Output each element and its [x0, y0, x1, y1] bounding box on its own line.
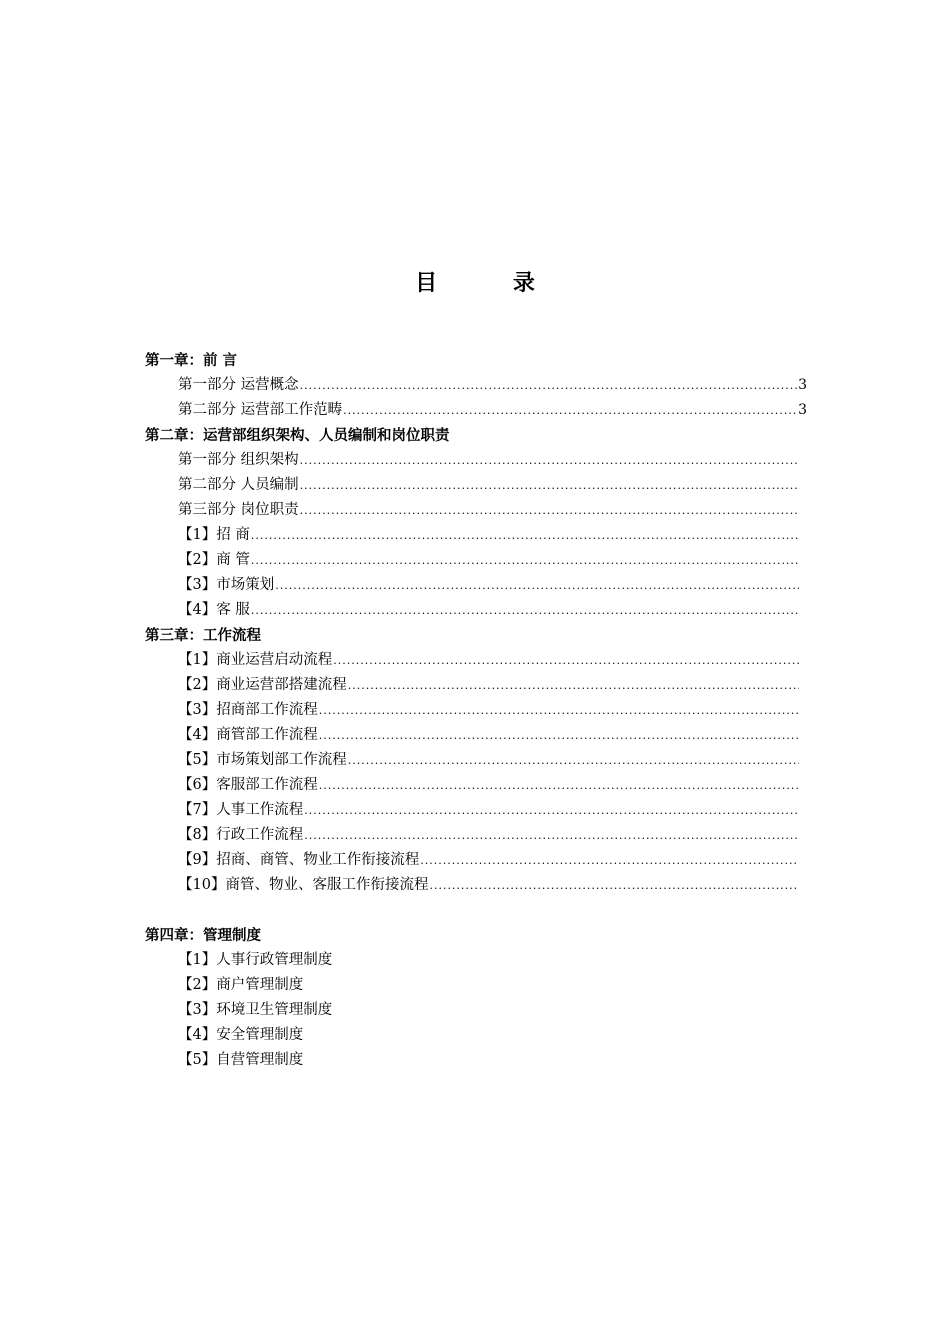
toc-entry[interactable]: [145, 723, 807, 748]
toc-entry-label: 【2】商 管: [178, 552, 250, 568]
toc-entry-label: 【3】市场策划: [178, 577, 275, 593]
toc-entry[interactable]: [145, 798, 807, 823]
dot-leader: [319, 723, 799, 748]
toc-entry-label: 【3】招商部工作流程: [178, 702, 318, 718]
dot-leader: [348, 748, 799, 773]
toc-entry[interactable]: [145, 648, 807, 673]
toc-entry-label: 【9】招商、商管、物业工作衔接流程: [178, 852, 420, 868]
page-number: 3: [798, 402, 807, 418]
toc-entry[interactable]: [145, 773, 807, 798]
toc-entry[interactable]: [145, 1048, 807, 1073]
toc-entry[interactable]: [145, 598, 807, 623]
dot-leader: [251, 598, 799, 623]
toc-entry-label: 【1】招 商: [178, 527, 250, 543]
toc-entry-label: 第三部分 岗位职责: [178, 502, 299, 518]
dot-leader: [300, 473, 799, 498]
toc-entry[interactable]: [145, 873, 807, 898]
toc-entry-label: 【10】商管、物业、客服工作衔接流程: [178, 877, 429, 893]
toc-entry-label: 第一部分 组织架构: [178, 452, 299, 468]
toc-entry-label: 【8】行政工作流程: [178, 827, 304, 843]
toc-entry[interactable]: [145, 448, 807, 473]
dot-leader: [348, 673, 799, 698]
dot-leader: [251, 548, 799, 573]
toc-entry-label: 【5】自营管理制度: [178, 1052, 304, 1068]
dot-leader: [420, 848, 799, 873]
dot-leader: [300, 448, 799, 473]
toc-chapter-heading: [145, 423, 807, 448]
toc-entry[interactable]: [145, 548, 807, 573]
toc-chapter-heading: [145, 623, 807, 648]
toc-entry[interactable]: [145, 673, 807, 698]
chapter-title: 第四章：管理制度: [145, 927, 261, 944]
toc-entry-label: 【4】客 服: [178, 602, 250, 618]
toc-entry-label: 【5】市场策划部工作流程: [178, 752, 347, 768]
toc-entry-label: 第二部分 运营部工作范畴: [178, 402, 343, 418]
page-title: 目 录: [415, 270, 569, 296]
toc-entry-label: 【2】商户管理制度: [178, 977, 304, 993]
toc-entry[interactable]: [145, 848, 807, 873]
toc-entry-label: 第一部分 运营概念: [178, 377, 299, 393]
dot-leader: [343, 398, 798, 423]
toc-entry[interactable]: [145, 823, 807, 848]
page-number: 3: [798, 377, 807, 393]
dot-leader: [333, 648, 799, 673]
toc-entry-label: 【4】安全管理制度: [178, 1027, 304, 1043]
dot-leader: [275, 573, 799, 598]
toc-chapter-heading: [145, 923, 807, 948]
toc-entry[interactable]: [145, 498, 807, 523]
toc-entry-label: 第二部分 人员编制: [178, 477, 299, 493]
chapter-title: 第二章：运营部组织架构、人员编制和岗位职责: [145, 427, 450, 444]
toc-entry[interactable]: [145, 398, 807, 423]
chapter-title: 第一章：前 言: [145, 352, 238, 369]
dot-leader: [319, 773, 799, 798]
toc-chapter-heading: [145, 348, 807, 373]
dot-leader: [304, 823, 799, 848]
toc-entry[interactable]: [145, 473, 807, 498]
toc-entry[interactable]: [145, 523, 807, 548]
toc-entry[interactable]: [145, 748, 807, 773]
toc-entry-label: 【7】人事工作流程: [178, 802, 304, 818]
dot-leader: [319, 698, 799, 723]
toc-entry-label: 【6】客服部工作流程: [178, 777, 318, 793]
toc-entry[interactable]: [145, 948, 807, 973]
toc-entry-label: 【1】商业运营启动流程: [178, 652, 333, 668]
toc-entry[interactable]: [145, 698, 807, 723]
chapter-title: 第三章：工作流程: [145, 627, 261, 644]
dot-leader: [300, 498, 799, 523]
toc-entry-label: 【4】商管部工作流程: [178, 727, 318, 743]
dot-leader: [429, 873, 799, 898]
dot-leader: [251, 523, 799, 548]
dot-leader: [300, 373, 798, 398]
toc-entry-label: 【3】环境卫生管理制度: [178, 1002, 333, 1018]
toc-entry[interactable]: [145, 373, 807, 398]
toc-entry-label: 【2】商业运营部搭建流程: [178, 677, 347, 693]
toc-entry[interactable]: [145, 573, 807, 598]
toc-entry-label: 【1】人事行政管理制度: [178, 952, 333, 968]
toc-entry[interactable]: [145, 973, 807, 998]
toc-entry[interactable]: [145, 998, 807, 1023]
dot-leader: [304, 798, 799, 823]
toc-entry[interactable]: [145, 1023, 807, 1048]
table-of-contents: [145, 348, 807, 1073]
